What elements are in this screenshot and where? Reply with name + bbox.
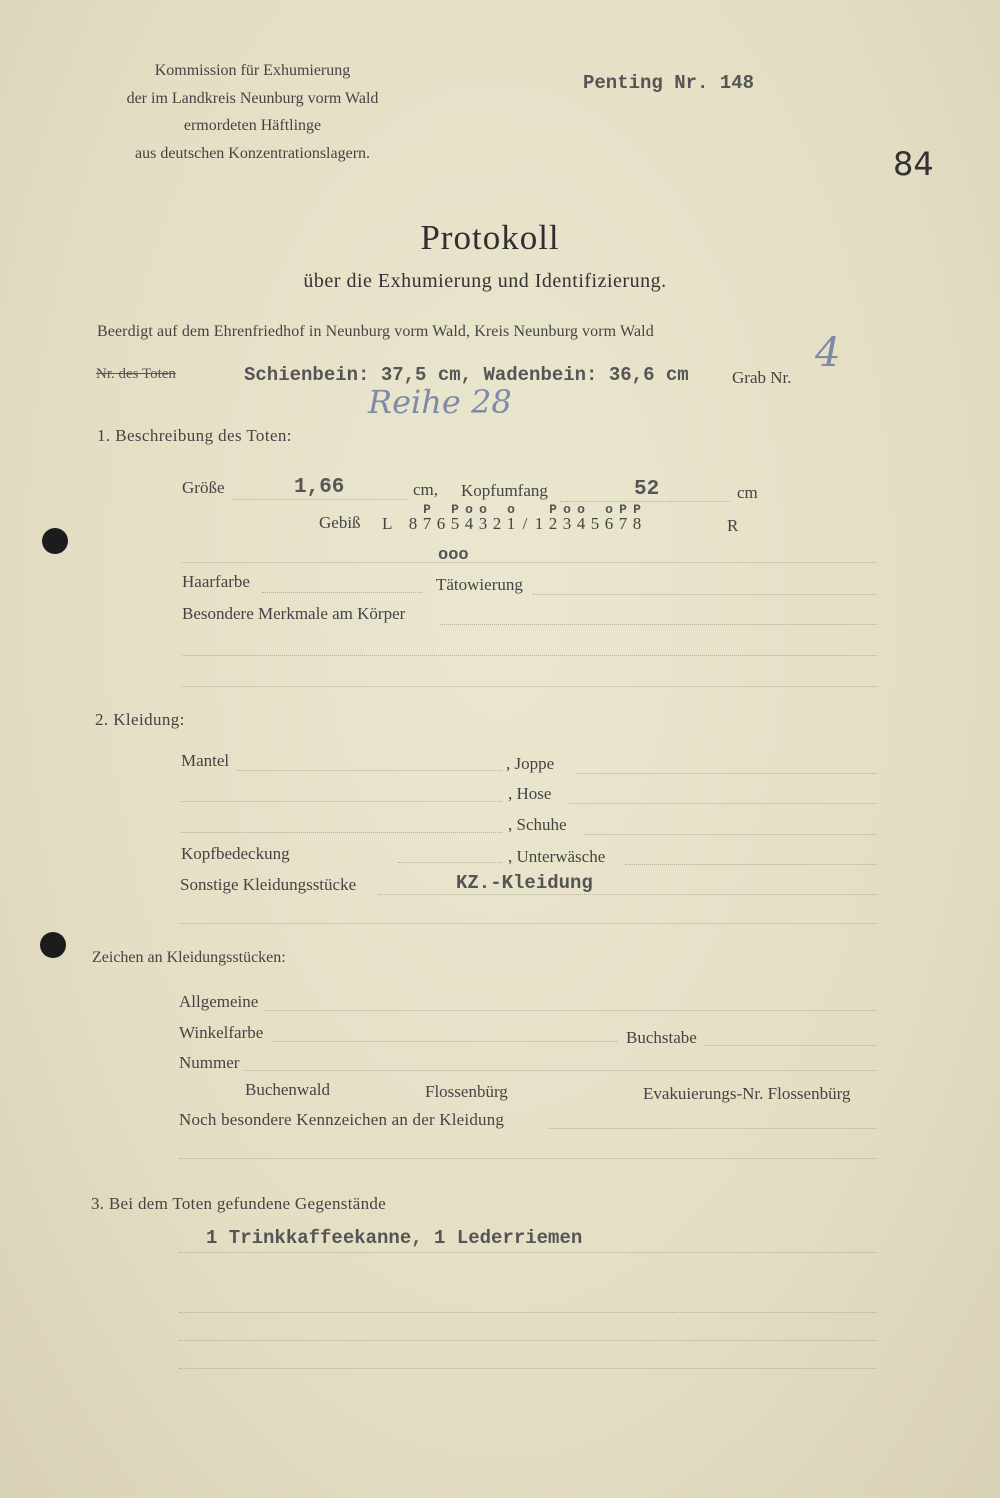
tooth-mark: o [605, 502, 613, 517]
commission-line: Kommission für Exhumierung [154, 62, 351, 79]
height-value: 1,66 [294, 476, 345, 499]
other-clothing-label: Sonstige Kleidungsstücke [180, 875, 357, 894]
camp-flossenbuerg: Flossenbürg [425, 1082, 508, 1101]
camp-buchenwald: Buchenwald [245, 1080, 330, 1099]
dotted-line [179, 1368, 877, 1369]
commission-block [95, 57, 410, 167]
burial-line: Beerdigt auf dem Ehrenfriedhof in Neunburg vorm Wald, Kreis Neunburg vorm Wald [97, 323, 654, 340]
height-unit: cm, [413, 480, 439, 499]
dotted-line [182, 655, 877, 656]
evacuation-number-label: Evakuierungs-Nr. Flossenbürg [643, 1084, 851, 1103]
reference-number: Penting Nr. 148 [583, 72, 755, 94]
jacket-label: , Joppe [506, 754, 555, 773]
special-dotted-line [548, 1128, 877, 1129]
teeth-under-marks: ooo [438, 546, 469, 565]
section-2-heading: 2. Kleidung: [95, 710, 185, 729]
teeth-separator: / [522, 514, 528, 533]
document-subtitle: über die Exhumierung und Identifizierung. [303, 270, 667, 292]
tooth: o 3 [478, 502, 488, 533]
tooth: P 7 [422, 502, 432, 533]
jacket-dotted-line [576, 773, 877, 774]
number-dotted-line [244, 1070, 877, 1071]
marks-dotted-line [440, 624, 877, 625]
special-marks-label: Besondere Merkmale am Körper [182, 604, 406, 623]
dotted-line [182, 562, 877, 563]
hair-dotted-line [262, 592, 422, 593]
dotted-line [179, 1340, 877, 1341]
trousers-label: , Hose [508, 784, 552, 803]
tooth: o 6 [604, 502, 614, 533]
letter-label: Buchstabe [626, 1028, 697, 1047]
general-dotted-line [265, 1010, 877, 1011]
dotted-line [182, 686, 877, 687]
tooth: 5 [590, 514, 600, 533]
punch-hole-bottom [40, 932, 66, 958]
other-clothing-value: KZ.-Kleidung [456, 872, 593, 894]
tooth: 6 [436, 514, 446, 533]
teeth-right-side: R [727, 516, 739, 535]
teeth-chart [406, 502, 644, 534]
letter-dotted-line [705, 1045, 877, 1046]
height-label: Größe [182, 478, 225, 497]
dotted-line [181, 832, 502, 833]
shoes-label: , Schuhe [508, 815, 567, 834]
commission-line: ermordeten Häftlinge [183, 117, 322, 134]
height-dotted-line [233, 499, 408, 500]
clothing-marks-heading: Zeichen an Kleidungsstücken: [92, 949, 286, 966]
other-dotted-line [378, 894, 877, 895]
commission-line: aus deutschen Konzentrationslagern. [134, 144, 371, 162]
coat-label: Mantel [181, 751, 230, 770]
head-circumference-unit: cm [737, 483, 758, 502]
document-title: Protokoll [420, 218, 560, 257]
dead-number-label-crossed: Nr. des Toten [96, 366, 176, 382]
tooth: 1 [534, 514, 544, 533]
tooth: o 3 [562, 502, 572, 533]
dotted-line [179, 1252, 877, 1253]
tooth-mark: o [507, 502, 515, 517]
tooth: P 8 [632, 502, 642, 533]
dotted-line [181, 801, 502, 802]
tooth: o 1 [506, 502, 516, 533]
tooth-mark: o [577, 502, 585, 517]
angle-dotted-line [272, 1041, 617, 1042]
special-clothing-marks-label: Noch besondere Kennzeichen an der Kleidung [179, 1110, 505, 1129]
tooth: o 4 [464, 502, 474, 533]
section-1-heading: 1. Beschreibung des Toten: [97, 426, 292, 445]
row-handwritten: Reihe 28 [368, 383, 512, 421]
bone-measurements: Schienbein: 37,5 cm, Wadenbein: 36,6 cm [244, 364, 689, 386]
tooth: o 4 [576, 502, 586, 533]
tooth-mark: P [423, 502, 431, 517]
found-items-value: 1 Trinkkaffeekanne, 1 Lederriemen [206, 1227, 583, 1249]
tooth-mark: o [479, 502, 487, 517]
head-circumference-label: Kopfumfang [461, 481, 548, 500]
head-circumference-value: 52 [634, 478, 660, 501]
punch-hole-top [42, 528, 68, 554]
tooth-mark: P [451, 502, 459, 517]
teeth-left-side: L [382, 514, 393, 533]
tooth-mark: P [619, 502, 627, 517]
shoes-dotted-line [585, 834, 877, 835]
hair-color-label: Haarfarbe [182, 572, 250, 591]
underwear-dotted-line [625, 864, 877, 865]
tooth-mark: P [549, 502, 557, 517]
dotted-line [179, 1158, 877, 1159]
grave-number-label: Grab Nr. [732, 368, 792, 387]
tattoo-label: Tätowierung [436, 575, 523, 594]
head-dotted-line [560, 501, 730, 502]
section-3-heading: 3. Bei dem Toten gefundene Gegenstände [91, 1194, 387, 1213]
page-number: 84 [893, 145, 934, 183]
tooth: P 5 [450, 502, 460, 533]
teeth-label: Gebiß [319, 513, 361, 532]
headwear-dotted-line [398, 862, 502, 863]
tooth-mark: o [465, 502, 473, 517]
tattoo-dotted-line [533, 594, 877, 595]
tooth-mark: o [563, 502, 571, 517]
trousers-dotted-line [568, 803, 877, 804]
tooth: 2 [492, 514, 502, 533]
tooth: P 7 [618, 502, 628, 533]
tooth: P 2 [548, 502, 558, 533]
general-label: Allgemeine [179, 992, 259, 1011]
underwear-label: , Unterwäsche [508, 847, 606, 866]
grave-number-handwritten: 4 [815, 330, 841, 376]
dotted-line [180, 923, 877, 924]
commission-line: der im Landkreis Neunburg vorm Wald [126, 89, 379, 107]
tooth: 8 [408, 514, 418, 533]
dotted-line [179, 1312, 877, 1313]
headwear-label: Kopfbedeckung [181, 844, 290, 863]
angle-color-label: Winkelfarbe [179, 1023, 264, 1042]
coat-dotted-line [237, 770, 502, 771]
number-label: Nummer [179, 1053, 240, 1072]
tooth-mark: P [633, 502, 641, 517]
